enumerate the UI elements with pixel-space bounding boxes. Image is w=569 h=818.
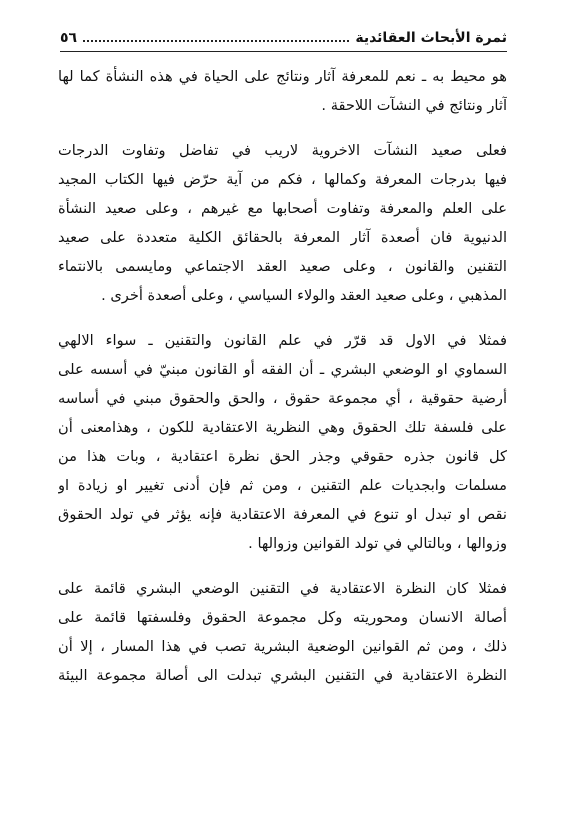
text-line: آثار ونتائج في النشآت اللاحقة .: [321, 97, 507, 114]
text-line: المذهبي ، وعلى صعيد العقد والولاء السياسي ، وعلى أصعدة أخرى .: [101, 287, 507, 304]
text-line: التقنين والقانون ، وعلى صعيد العقد الاجتماعي ومايسمى بالانتماء: [58, 258, 507, 275]
paragraph-gap: [58, 120, 507, 136]
paragraph-gap: [58, 558, 507, 574]
text-line: النظرة الاعتقادية في التقنين البشري تبدلت الى أصالة مجموعة البيئة: [58, 667, 507, 684]
header-dotted-leader: [83, 40, 349, 42]
page-number: ٥٦: [60, 30, 78, 46]
text-line: على العلم والمعرفة وتفاوت أصحابها مع غيرهم ، وعلى صعيد النشأة: [58, 200, 507, 217]
header-rule: [60, 51, 507, 52]
text-line: فمثلا كان النظرة الاعتقادية في التقنين الوضعي البشري قائمة على: [58, 580, 507, 597]
paragraph: [58, 62, 507, 120]
text-line: على فلسفة تلك الحقوق وهي النظرية الاعتقادية للكون ، وهذامعنى أن: [58, 419, 507, 436]
text-line: ذلك ، ومن ثم القوانين الوضعية البشرية تصب في هذا المسار ، إلا أن: [58, 638, 507, 655]
text-line: هو محيط به ـ نعم للمعرفة آثار ونتائج على الحياة في هذه النشأة كما لها: [58, 68, 507, 85]
text-line: نقص او تبدل او تنوع في المعرفة الاعتقادية فإنه يؤثر في تولد الحقوق: [58, 506, 507, 523]
text-line: فعلى صعيد النشآت الاخروية لاريب في تفاضل وتفاوت الدرجات: [58, 142, 507, 159]
text-line: الدنيوية فان أصعدة آثار المعرفة بالحقائق الكلية متعددة على صعيد: [58, 229, 507, 246]
text-line: كل قانون جذره حقوقي وجذر الحق نظرة اعتقادية ، وبات هذا من: [58, 448, 507, 465]
text-line: أرضية حقوقية ، أي مجموعة حقوق ، والحق والحقوق مبني في أساسه: [58, 390, 507, 407]
text-line: أصالة الانسان ومحوريته وكل مجموعة الحقوق وفلسفتها قائمة على: [58, 609, 507, 626]
paragraph: [58, 136, 507, 310]
running-header: [60, 22, 507, 48]
body-text: [58, 62, 507, 690]
paragraph: [58, 574, 507, 690]
text-line: فمثلا في الاول قد قرّر في علم القانون والتقنين ـ سواء الالهي: [58, 332, 507, 349]
running-title: ثمرة الأبحاث العقائدية: [355, 30, 507, 46]
text-line: وزوالها ، وبالتالي في تولد القوانين وزوالها .: [248, 535, 507, 552]
text-line: مسلمات وابجديات علم التقنين ، ومن ثم فإن أدنى تغيير او زيادة او: [58, 477, 507, 494]
paragraph-gap: [58, 310, 507, 326]
text-line: السماوي او الوضعي البشري ـ أن الفقه أو القانون مبنيّ في أسسه على: [58, 361, 507, 378]
text-line: فيها بدرجات المعرفة وكمالها ، فكم من آية حرّض فيها الكتاب المجيد: [58, 171, 507, 188]
paragraph: [58, 326, 507, 558]
